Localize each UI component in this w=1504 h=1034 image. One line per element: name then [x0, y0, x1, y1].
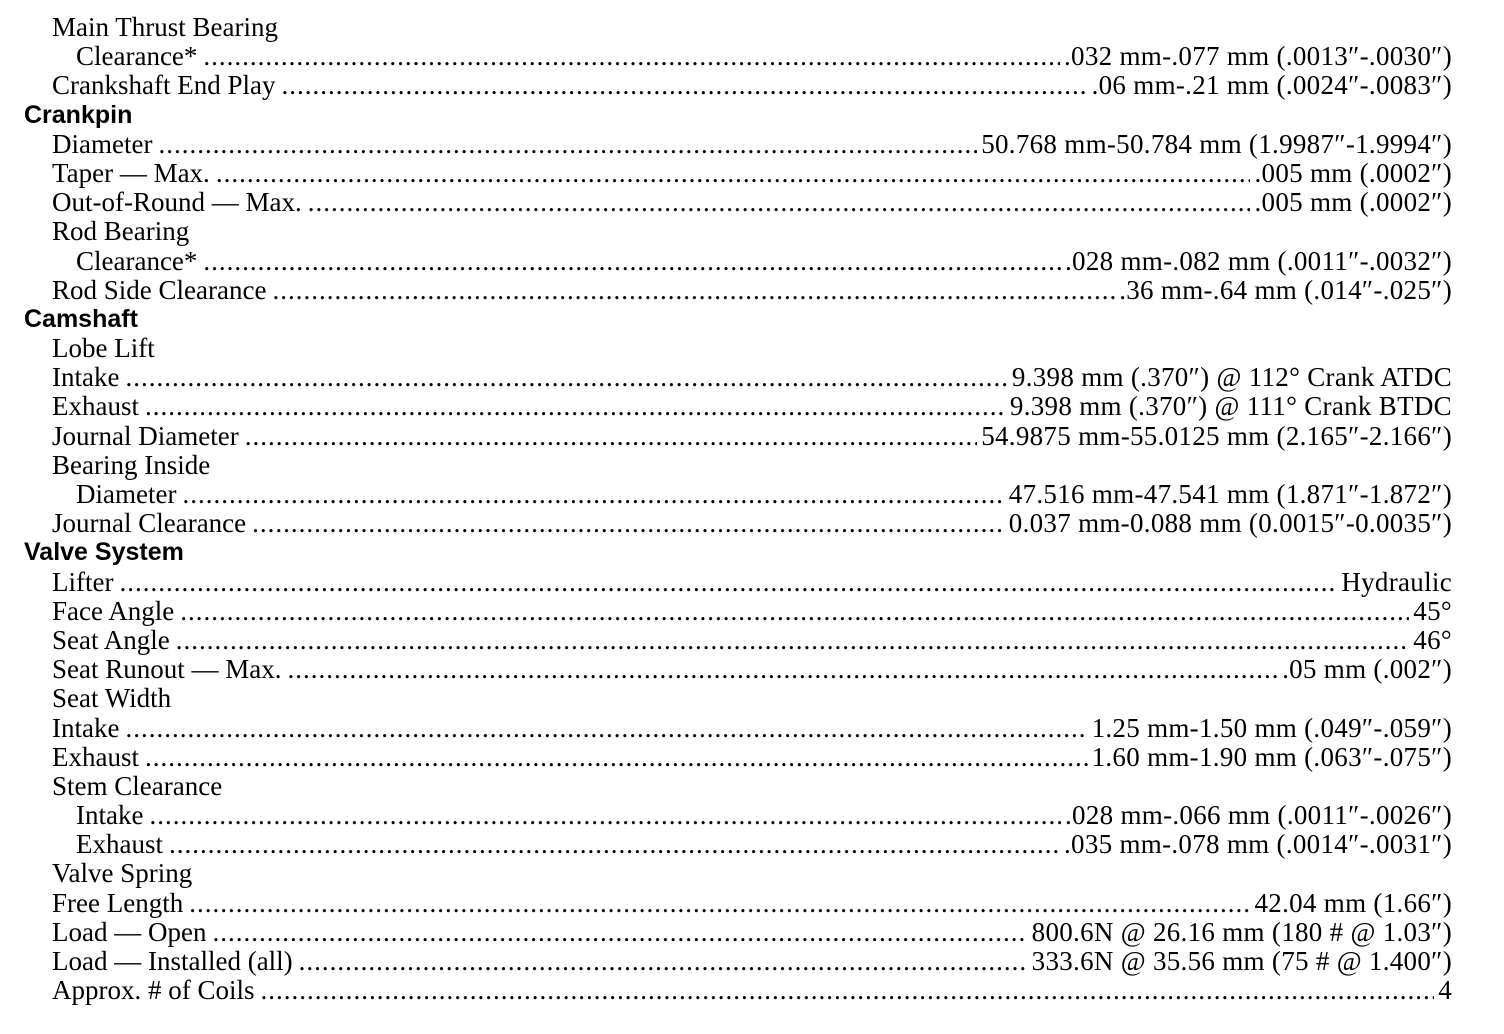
- dot-leader: [281, 71, 1087, 100]
- spec-value: 45°: [1413, 595, 1452, 626]
- spec-row: [0, 509, 1452, 538]
- dot-leader: [145, 392, 1006, 421]
- spec-label: Approx. # of Coils: [52, 975, 255, 1006]
- spec-row: [0, 276, 1452, 305]
- spec-label: Diameter: [52, 128, 153, 159]
- spec-value: 1.60 mm-1.90 mm (.063″-.075″): [1091, 741, 1452, 772]
- spec-row: [0, 743, 1452, 772]
- dot-leader: [125, 714, 1087, 743]
- spec-label: Face Angle: [52, 595, 175, 626]
- spec-label: Seat Angle: [52, 624, 170, 655]
- spec-row: [0, 714, 1452, 743]
- spec-row: [0, 626, 1452, 655]
- spec-value: .035 mm-.078 mm (.0014″-.0031″): [1063, 829, 1452, 860]
- dot-leader: [203, 42, 1060, 71]
- spec-row: [0, 801, 1452, 830]
- spec-value: .028 mm-.066 mm (.0011″-.0026″): [1064, 800, 1452, 831]
- spec-row: [0, 947, 1452, 976]
- spec-value: .05 mm (.002″): [1282, 654, 1452, 685]
- dot-leader: [182, 480, 1004, 509]
- dot-leader: [176, 626, 1410, 655]
- spec-label: Lifter: [52, 566, 114, 597]
- subsection-label: Bearing Inside: [52, 449, 211, 480]
- spec-value: .028 mm-.082 mm (.0011″-.0032″): [1064, 245, 1452, 276]
- dot-leader: [272, 276, 1115, 305]
- spec-row: [0, 130, 1452, 159]
- spec-label: Journal Diameter: [52, 420, 239, 451]
- spec-row: [0, 976, 1452, 1005]
- spec-label: Clearance*: [76, 41, 198, 72]
- dot-leader: [145, 743, 1088, 772]
- spec-label: Taper — Max.: [52, 157, 210, 188]
- subsection-label: Seat Width: [52, 683, 172, 714]
- spec-label: Exhaust: [76, 829, 163, 860]
- dot-leader: [252, 509, 1005, 538]
- spec-value: 9.398 mm (.370″) @ 111° Crank BTDC: [1009, 391, 1452, 422]
- spec-row: [0, 247, 1452, 276]
- section-heading: Crankpin: [24, 100, 133, 129]
- subsection-label: Valve Spring: [52, 858, 193, 889]
- spec-value: .005 mm (.0002″): [1254, 187, 1452, 218]
- spec-value: 47.516 mm-47.541 mm (1.871″-1.872″): [1008, 479, 1452, 509]
- spec-value: 1.25 mm-1.50 mm (.049″-.059″): [1091, 712, 1452, 743]
- spec-label: Load — Installed (all): [52, 946, 293, 976]
- spec-label: Load — Open: [52, 916, 207, 947]
- dot-leader: [212, 918, 1027, 947]
- dot-leader: [299, 947, 1028, 976]
- spec-label: Out-of-Round — Max.: [52, 187, 302, 218]
- spec-value: .005 mm (.0002″): [1254, 157, 1452, 188]
- spec-row: [0, 597, 1452, 626]
- spec-row: [0, 392, 1452, 421]
- spec-label: Journal Clearance: [52, 508, 247, 539]
- subsection-label: Main Thrust Bearing: [52, 12, 278, 42]
- spec-label: Clearance*: [76, 245, 198, 276]
- dot-leader: [308, 188, 1251, 217]
- dot-leader: [216, 159, 1251, 188]
- spec-label: Exhaust: [52, 391, 139, 422]
- spec-value: 800.6N @ 26.16 mm (180 # @ 1.03″): [1031, 916, 1452, 947]
- spec-row: [0, 363, 1452, 392]
- spec-label: Free Length: [52, 887, 184, 918]
- spec-row: [0, 918, 1452, 947]
- spec-row: [0, 655, 1452, 684]
- spec-label: Exhaust: [52, 741, 139, 772]
- spec-row: [0, 830, 1452, 859]
- dot-leader: [288, 655, 1279, 684]
- subsection-label: Rod Bearing: [52, 216, 190, 247]
- dot-leader: [261, 976, 1435, 1005]
- spec-value: 0.037 mm-0.088 mm (0.0015″-0.0035″): [1008, 508, 1452, 539]
- spec-row: [0, 422, 1452, 451]
- dot-leader: [169, 830, 1060, 859]
- spec-row: [0, 71, 1452, 100]
- subsection-label: Stem Clearance: [52, 770, 223, 801]
- spec-value: 46°: [1413, 624, 1452, 655]
- dot-leader: [119, 568, 1337, 597]
- spec-label: Diameter: [76, 479, 177, 509]
- spec-row: [0, 42, 1452, 71]
- spec-row: [0, 188, 1452, 217]
- spec-value: 4: [1438, 975, 1452, 1006]
- spec-row: [0, 159, 1452, 188]
- dot-leader: [149, 801, 1061, 830]
- spec-label: Crankshaft End Play: [52, 70, 276, 101]
- spec-row: [0, 889, 1452, 918]
- spec-row: [0, 480, 1452, 509]
- spec-value: Hydraulic: [1341, 566, 1452, 597]
- spec-label: Intake: [52, 712, 120, 743]
- spec-label: Intake: [76, 800, 144, 831]
- spec-value: 9.398 mm (.370″) @ 112° Crank ATDC: [1011, 362, 1452, 393]
- spec-value: 333.6N @ 35.56 mm (75 # @ 1.400″): [1031, 946, 1452, 976]
- spec-value: .36 mm-.64 mm (.014″-.025″): [1119, 274, 1452, 305]
- spec-value: .06 mm-.21 mm (.0024″-.0083″): [1091, 70, 1452, 101]
- dot-leader: [245, 422, 978, 451]
- spec-label: Seat Runout — Max.: [52, 654, 282, 685]
- dot-leader: [125, 363, 1007, 392]
- dot-leader: [158, 130, 977, 159]
- dot-leader: [189, 889, 1250, 918]
- spec-value: 50.768 mm-50.784 mm (1.9987″-1.9994″): [981, 128, 1452, 159]
- subsection-label: Lobe Lift: [52, 333, 155, 364]
- spec-label: Rod Side Clearance: [52, 274, 267, 305]
- spec-value: 54.9875 mm-55.0125 mm (2.165″-2.166″): [981, 420, 1452, 451]
- dot-leader: [180, 597, 1409, 626]
- dot-leader: [203, 247, 1061, 276]
- spec-row: [0, 568, 1452, 597]
- section-heading: Valve System: [24, 538, 184, 567]
- section-heading: Camshaft: [24, 304, 138, 333]
- spec-label: Intake: [52, 362, 120, 393]
- spec-value: .032 mm-.077 mm (.0013″-.0030″): [1063, 41, 1452, 72]
- spec-value: 42.04 mm (1.66″): [1254, 887, 1452, 918]
